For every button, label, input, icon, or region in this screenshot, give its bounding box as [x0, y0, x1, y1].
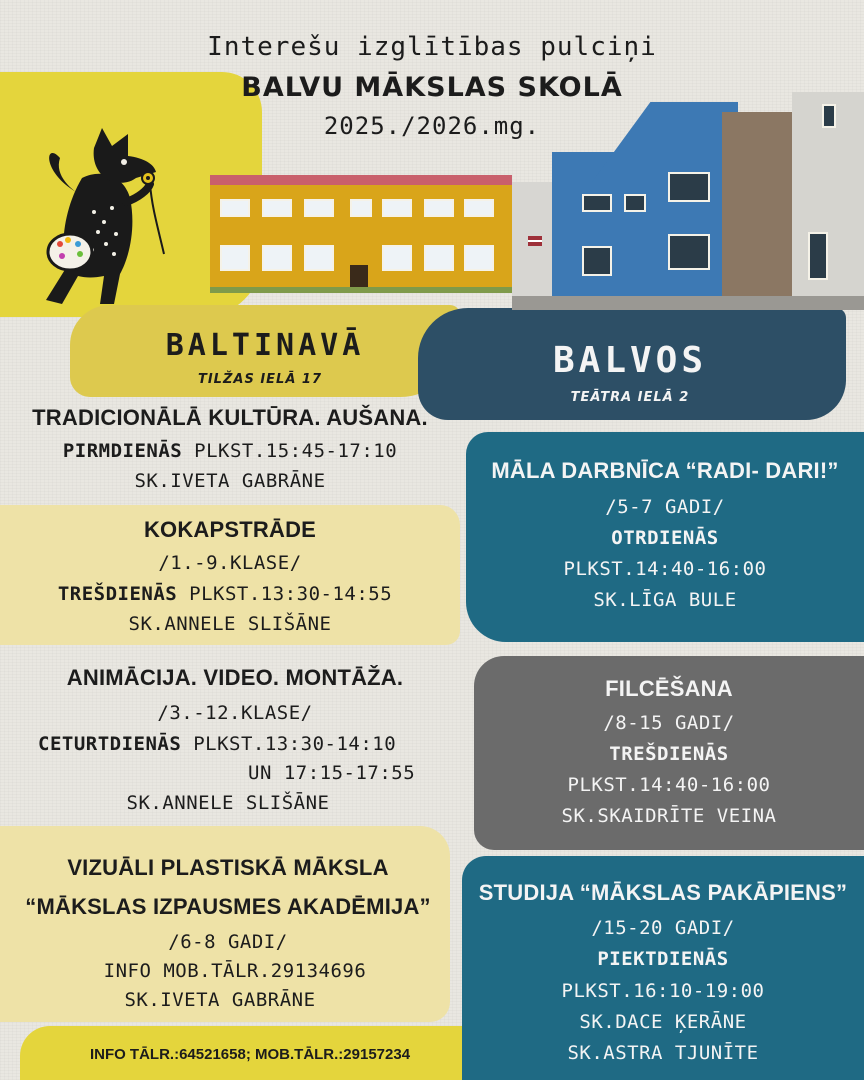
section-address-baltinava: TILŽAS IELĀ 17	[197, 372, 323, 387]
wolf-mascot-illustration	[32, 128, 172, 312]
right-card-2-teacher: SK.SKAIDRĪTE VEINA	[561, 805, 777, 827]
right-card-1-title: MĀLA DARBNĪCA “RADI- DARI!”	[491, 458, 839, 483]
balvi-school-photo	[512, 82, 864, 310]
header-title: BALVU MĀKSLAS SKOLĀ	[241, 72, 623, 103]
right-card-3-time: PLKST.16:10-19:00	[561, 980, 765, 1002]
left-card-3-time2: UN 17:15-17:55	[248, 762, 416, 784]
header-subtitle: Interešu izglītības pulciņi	[207, 32, 657, 62]
left-card-2-teacher: SK.ANNELE SLIŠĀNE	[128, 613, 332, 635]
left-card-3-schedule	[38, 733, 468, 755]
right-card-3-title: STUDIJA “MĀKSLAS PAKĀPIENS”	[478, 880, 848, 905]
left-card-4-title: VIZUĀLI PLASTISKĀ MĀKSLA	[67, 855, 389, 880]
left-card-3-age: /3.-12.KLASE/	[157, 702, 313, 724]
section-title-balvos: BALVOS	[552, 340, 708, 381]
right-card-3-age: /15-20 GADI/	[591, 917, 735, 939]
left-card-3-time: PLKST.13:30-14:10	[181, 733, 397, 755]
left-card-4-teacher: SK.IVETA GABRĀNE	[124, 989, 316, 1011]
left-card-2-age: /1.-9.KLASE/	[158, 552, 302, 574]
flower-icon	[142, 172, 154, 184]
left-card-3-title: ANIMĀCIJA. VIDEO. MONTĀŽA.	[66, 665, 404, 690]
left-card-4-info: INFO MOB.TĀLR.29134696	[103, 960, 367, 982]
right-card-3-day: PIEKTDIENĀS	[597, 948, 729, 970]
left-card-3-day: CETURTDIENĀS	[38, 733, 182, 755]
left-card-2-day: TREŠDIENĀS	[57, 583, 178, 605]
latvian-flag-icon	[528, 236, 542, 246]
right-card-3-teacher2: SK.ASTRA TJUNĪTE	[567, 1042, 759, 1064]
right-card-2-age: /8-15 GADI/	[603, 712, 735, 734]
right-card-1-day: OTRDIENĀS	[611, 527, 719, 549]
right-card-2-title: FILCĒŠANA	[605, 676, 733, 701]
footer-contact: INFO TĀLR.:64521658; MOB.TĀLR.:29157234	[89, 1046, 411, 1063]
section-title-baltinava: BALTINAVĀ	[165, 328, 365, 363]
left-card-1-title: TRADICIONĀLĀ KULTŪRA. AUŠANA.	[32, 405, 428, 430]
left-card-4-age: /6-8 GADI/	[168, 931, 288, 953]
right-card-1-age: /5-7 GADI/	[605, 496, 725, 518]
palette-icon	[48, 234, 92, 270]
header-year: 2025./2026.mg.	[323, 112, 541, 140]
left-card-1-schedule	[0, 440, 460, 462]
baltinava-school-photo	[210, 175, 512, 293]
right-card-1-teacher: SK.LĪGA BULE	[593, 589, 737, 611]
left-card-2-schedule	[0, 583, 450, 605]
right-card-2-time: PLKST.14:40-16:00	[567, 774, 771, 796]
left-card-2-time: PLKST.13:30-14:55	[177, 583, 393, 605]
left-card-3-teacher: SK.ANNELE SLIŠĀNE	[126, 792, 330, 814]
right-card-3-teacher: SK.DACE ĶERĀNE	[579, 1011, 747, 1033]
section-address-balvos: TEĀTRA IELĀ 2	[570, 390, 690, 405]
left-card-2-title: KOKAPSTRĀDE	[143, 517, 317, 542]
right-card-1-time: PLKST.14:40-16:00	[563, 558, 767, 580]
left-card-4-title2: “MĀKSLAS IZPAUSMES AKADĒMIJA”	[25, 894, 431, 919]
right-card-2-day: TREŠDIENĀS	[609, 743, 729, 765]
left-card-1-day: PIRMDIENĀS	[62, 440, 183, 462]
left-card-1-time: PLKST.15:45-17:10	[182, 440, 398, 462]
left-card-1-teacher: SK.IVETA GABRĀNE	[134, 470, 326, 492]
